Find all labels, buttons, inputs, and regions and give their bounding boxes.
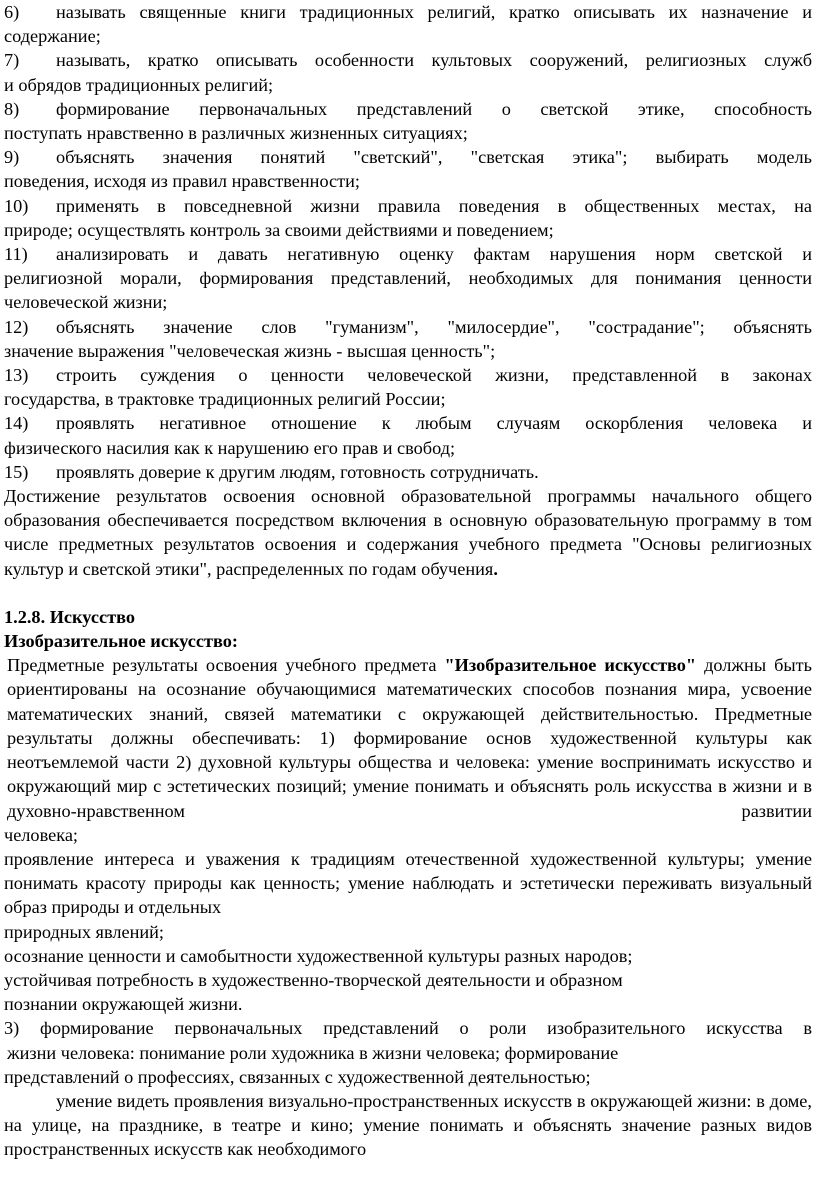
need-paragraph-line2: познании окружающей жизни. xyxy=(4,994,243,1015)
list-item-first-line xyxy=(4,48,812,72)
list-item-first-line xyxy=(4,97,812,121)
achievement-paragraph xyxy=(4,484,812,581)
list-item-number: 12) xyxy=(4,316,29,337)
list-item xyxy=(4,0,812,48)
achievement-end: . xyxy=(493,558,498,579)
art-intro-paragraph xyxy=(4,653,812,822)
list-item-first-line xyxy=(4,363,812,387)
achievement-text: Достижение результатов освоения основной образовательной программы начального общего образования обеспечивается посредством включения в основную образовательную программу в том числе предметных результатов освоения и содержания учебного предмета "Основы религиозных культур и светской этики", распределенных по годам обучения xyxy=(4,486,812,579)
need-paragraph-line1: устойчивая потребность в художественно-творческой деятельности и образном xyxy=(4,969,623,990)
list-item-text: объяснять значения понятий "светский", "светская этика"; выбирать модель xyxy=(56,147,812,168)
list-item xyxy=(4,242,812,315)
list-item-continuation: физического насилия как к нарушению его прав и свобод; xyxy=(4,437,456,458)
list-item-text: строить суждения о ценности человеческой жизни, представленной в законах xyxy=(56,365,812,386)
list-item-text: объяснять значение слов "гуманизм", "милосердие", "сострадание"; объяснять xyxy=(56,316,812,337)
list-item-number: 11) xyxy=(4,244,28,265)
list-item-number: 6) xyxy=(4,2,20,22)
list-item-number: 7) xyxy=(4,50,20,71)
art-intro-tail: человека; xyxy=(4,824,79,845)
list-item-continuation: поведения, исходя из правил нравственности; xyxy=(4,171,361,192)
list-item xyxy=(4,363,812,411)
list-item-text: проявлять негативное отношение к любым случаям оскорбления человека и xyxy=(56,413,812,434)
list-item xyxy=(4,97,812,145)
item-three-line1: 3) формирование первоначальных представлений о роли изобразительного искусства в xyxy=(4,1018,812,1039)
interest-paragraph-tail: природных явлений; xyxy=(4,921,165,942)
list-item-first-line xyxy=(4,411,812,435)
list-item-number: 10) xyxy=(4,195,29,216)
list-item-continuation: поступать нравственно в различных жизненных ситуациях; xyxy=(4,123,468,144)
item-three-line3: представлений о профессиях, связанных с художественной деятельностью; xyxy=(4,1066,591,1087)
list-item-text: называть, кратко описывать особенности культовых сооружений, религиозных служб xyxy=(56,50,812,71)
list-item xyxy=(4,315,812,363)
art-intro-subject: "Изобразительное искусство" xyxy=(444,655,697,676)
see-paragraph: умение видеть проявления визуально-пространственных искусств в окружающей жизни: в доме, на улице, на празднике, в театре и кино; умение понимать и объяснять значение разных видов пространственных искусств как необходимого xyxy=(4,1090,812,1160)
list-item-number: 9) xyxy=(4,147,20,168)
list-item-first-line xyxy=(4,0,812,24)
section-heading: 1.2.8. Искусство xyxy=(4,606,135,627)
list-item xyxy=(4,194,812,242)
list-item-text: анализировать и давать негативную оценку фактам нарушения норм светской и xyxy=(56,244,812,265)
list-item xyxy=(4,48,812,96)
list-item-text: проявлять доверие к другим людям, готовность сотрудничать. xyxy=(56,461,539,482)
list-item-continuation: и обрядов традиционных религий; xyxy=(4,74,274,95)
list-item-first-line xyxy=(4,242,812,266)
document-page xyxy=(4,0,812,1162)
list-item xyxy=(4,411,812,459)
list-item-continuation: религиозной морали, формирования представлений, необходимых для понимания ценности человеческой жизни; xyxy=(4,268,812,313)
list-item-text: называть священные книги традиционных религий, кратко описывать их назначение и xyxy=(56,2,812,22)
list-item-continuation: содержание; xyxy=(4,26,101,47)
list-item-first-line xyxy=(4,145,812,169)
list-item-first-line xyxy=(4,460,812,484)
art-intro-before: Предметные результаты освоения учебного предмета xyxy=(7,655,445,676)
list-item-continuation: значение выражения "человеческая жизнь - высшая ценность"; xyxy=(4,340,496,361)
list-item-number: 13) xyxy=(4,365,29,386)
list-item-text: применять в повседневной жизни правила поведения в общественных местах, на xyxy=(56,195,812,216)
awareness-paragraph: осознание ценности и самобытности художественной культуры разных народов; xyxy=(4,945,633,966)
list-item xyxy=(4,460,812,484)
list-item-number: 14) xyxy=(4,413,29,434)
list-item xyxy=(4,145,812,193)
item-three-line2: жизни человека: понимание роли художника в жизни человека; формирование xyxy=(7,1042,619,1063)
art-intro-after: должны быть ориентированы на осознание обучающимися математических способов познания мира, усвоение математических знаний, связей математики с окружающей действительностью. Предметные результаты должны обеспечивать: 1) формирование основ художественной культуры как неотъемлемой части 2) духовной культуры общества и человека: умение воспринимать искусство и окружающий мир с эстетических позиций; умение понимать и объяснять роль искусства в жизни и в духовно-нравственном развитии xyxy=(7,655,812,821)
list-item-continuation: государства, в трактовке традиционных религий России; xyxy=(4,389,446,410)
list-item-text: формирование первоначальных представлений о светской этике, способность xyxy=(56,98,812,119)
list-item-first-line xyxy=(4,194,812,218)
results-list xyxy=(4,0,812,484)
list-item-number: 8) xyxy=(4,98,20,119)
list-item-first-line xyxy=(4,315,812,339)
interest-paragraph: проявление интереса и уважения к традициям отечественной художественной культуры; умение понимать красоту природы как ценность; умение наблюдать и эстетически переживать визуальный образ природы и отдельных xyxy=(4,848,812,918)
subheading: Изобразительное искусство: xyxy=(4,631,238,652)
list-item-continuation: природе; осуществлять контроль за своими действиями и поведением; xyxy=(4,219,554,240)
list-item-number: 15) xyxy=(4,461,29,482)
blank-line xyxy=(4,581,812,605)
